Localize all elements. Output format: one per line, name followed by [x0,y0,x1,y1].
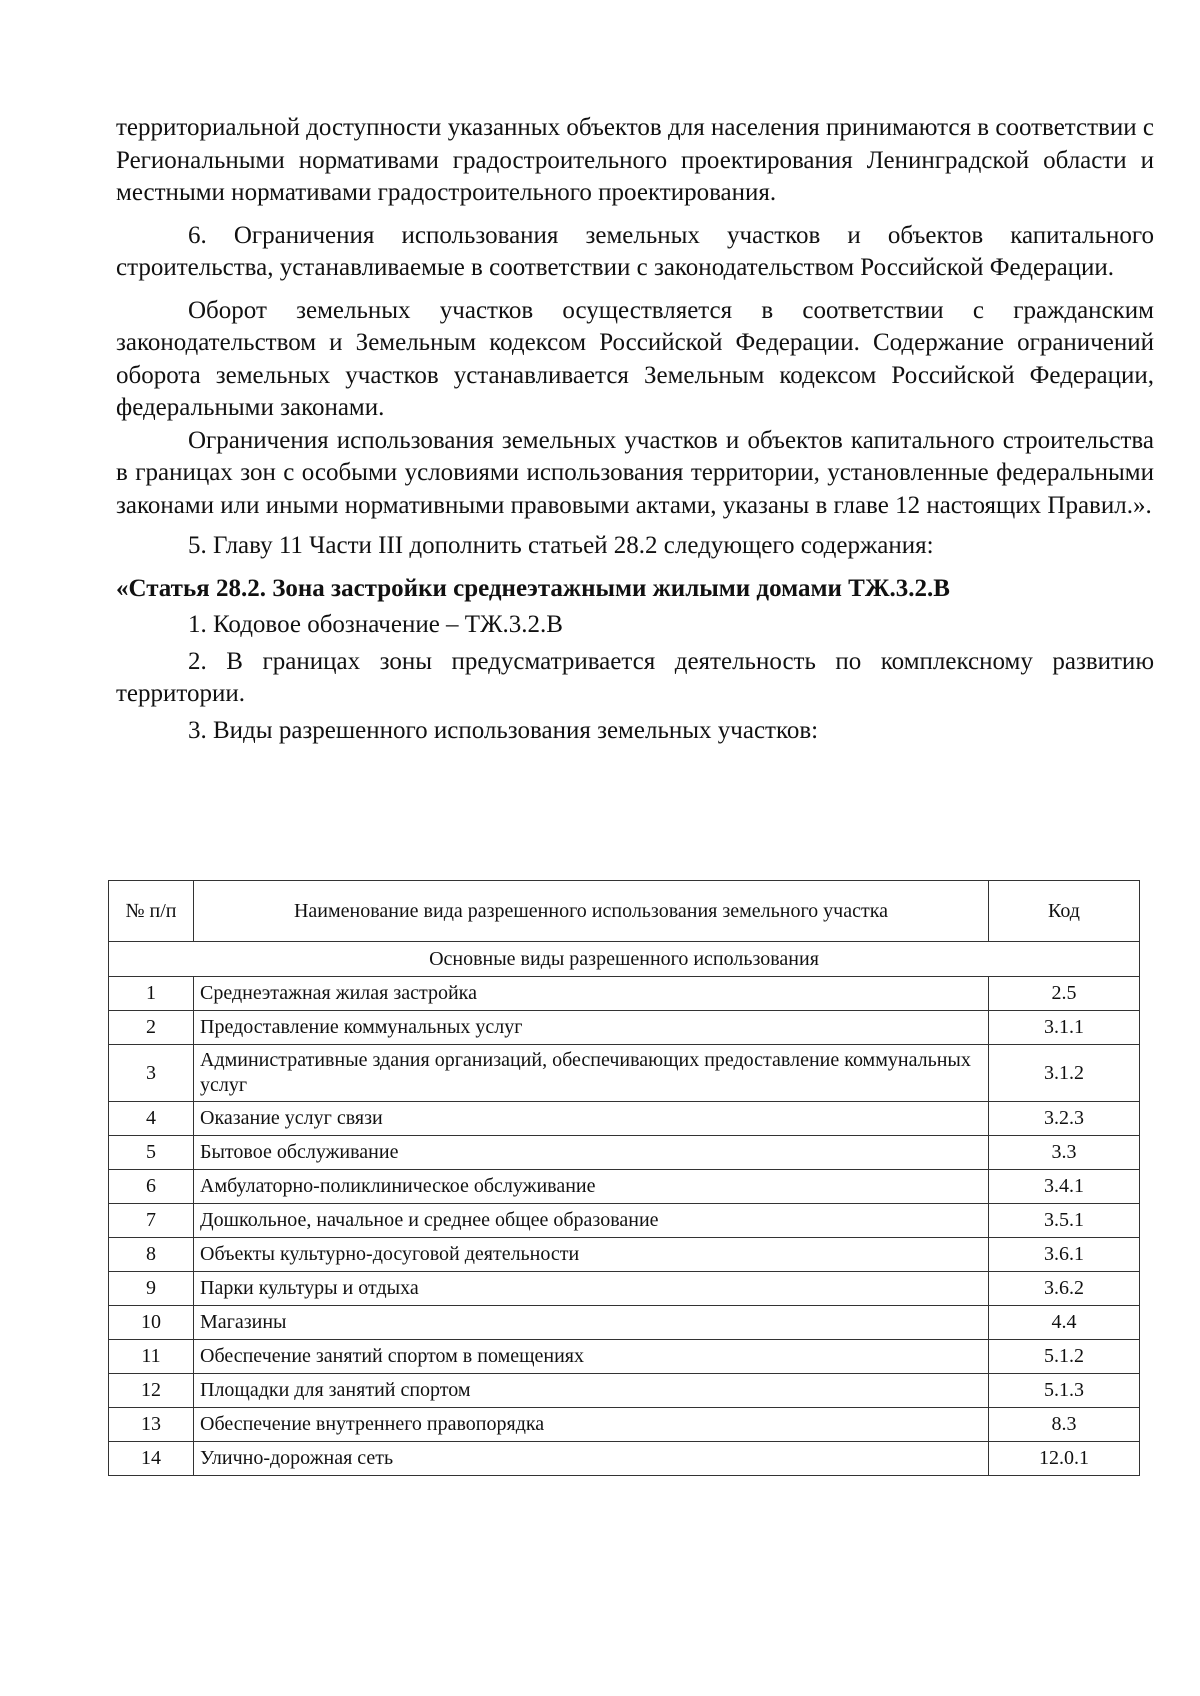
table-row [109,1204,1140,1238]
row-name: Предоставление коммунальных услуг [194,1011,989,1045]
row-code: 5.1.3 [989,1374,1140,1408]
header-name: Наименование вида разрешенного использования земельного участка [194,881,989,942]
row-name: Среднеэтажная жилая застройка [194,977,989,1011]
permitted-use-table [108,880,1140,1476]
table-header-row [109,881,1140,942]
row-number: 2 [109,1011,194,1045]
row-name: Административные здания организаций, обеспечивающих предоставление коммунальных услуг [194,1045,989,1102]
row-code: 3.1.2 [989,1045,1140,1102]
paragraph-amendment-5: 5. Главу 11 Части III дополнить статьей 28.2 следующего содержания: [188,532,934,559]
row-name: Обеспечение внутреннего правопорядка [194,1408,989,1442]
row-number: 4 [109,1102,194,1136]
list-item-1: 1. Кодовое обозначение – ТЖ.3.2.В [188,611,563,638]
row-name: Улично-дорожная сеть [194,1442,989,1476]
row-code: 3.6.2 [989,1272,1140,1306]
list-item-2: 2. В границах зоны предусматривается деятельность по комплексному развитию территории. [116,647,1154,707]
row-code: 2.5 [989,977,1140,1011]
paragraph-land-turnover: Оборот земельных участков осуществляется в соответствии с гражданским законодательством и Земельным кодексом Российской Федерации. Содержание ограничений оборота земельных участков устанавливается Земельным кодексом Российской Федерации, федеральными законами. [116,296,1154,421]
row-code: 3.4.1 [989,1170,1140,1204]
header-code: Код [989,881,1140,942]
row-code: 3.3 [989,1136,1140,1170]
table-row [109,1238,1140,1272]
row-code: 4.4 [989,1306,1140,1340]
table-row [109,1408,1140,1442]
table-row [109,1102,1140,1136]
table-section-row [109,942,1140,977]
paragraph-zone-restrictions: Ограничения использования земельных участков и объектов капитального строительства в границах зон с особыми условиями использования территории, установленные федеральными законами или иными нормативными правовыми актами, указаны в главе 12 настоящих Правил.». [116,426,1154,519]
row-code: 3.6.1 [989,1238,1140,1272]
row-name: Магазины [194,1306,989,1340]
list-item-3: 3. Виды разрешенного использования земельных участков: [188,716,819,744]
row-number: 14 [109,1442,194,1476]
row-number: 3 [109,1045,194,1102]
row-code: 3.1.1 [989,1011,1140,1045]
row-code: 8.3 [989,1408,1140,1442]
article-heading: «Статья 28.2. Зона застройки среднеэтажными жилыми домами ТЖ.3.2.В [116,574,950,602]
table-row [109,1136,1140,1170]
row-number: 9 [109,1272,194,1306]
row-number: 13 [109,1408,194,1442]
row-code: 12.0.1 [989,1442,1140,1476]
table-row [109,1272,1140,1306]
row-number: 10 [109,1306,194,1340]
row-name: Бытовое обслуживание [194,1136,989,1170]
table-row [109,1306,1140,1340]
row-code: 3.2.3 [989,1102,1140,1136]
row-name: Дошкольное, начальное и среднее общее образование [194,1204,989,1238]
row-name: Амбулаторно-поликлиническое обслуживание [194,1170,989,1204]
row-number: 12 [109,1374,194,1408]
row-number: 11 [109,1340,194,1374]
paragraph-accessibility: территориальной доступности указанных объектов для населения принимаются в соответствии с Региональными нормативами градостроительного проектирования Ленинградской области и местными нормативами градостроительного проектирования. [116,114,1154,206]
row-name: Обеспечение занятий спортом в помещениях [194,1340,989,1374]
row-name: Объекты культурно-досуговой деятельности [194,1238,989,1272]
table-row [109,1340,1140,1374]
row-code: 5.1.2 [989,1340,1140,1374]
table-row [109,1374,1140,1408]
row-number: 8 [109,1238,194,1272]
document-page [116,112,1154,747]
table-row [109,1045,1140,1102]
row-number: 1 [109,977,194,1011]
row-number: 7 [109,1204,194,1238]
header-number: № п/п [109,881,194,942]
row-name: Парки культуры и отдыха [194,1272,989,1306]
table-row [109,1442,1140,1476]
section-title: Основные виды разрешенного использования [109,942,1140,977]
row-name: Площадки для занятий спортом [194,1374,989,1408]
table-row [109,1011,1140,1045]
table-row [109,977,1140,1011]
row-number: 5 [109,1136,194,1170]
paragraph-item-6-restrictions: 6. Ограничения использования земельных участков и объектов капитального строительства, устанавливаемые в соответствии с законодательством Российской Федерации. [116,221,1154,281]
table-row [109,1170,1140,1204]
row-number: 6 [109,1170,194,1204]
row-code: 3.5.1 [989,1204,1140,1238]
row-name: Оказание услуг связи [194,1102,989,1136]
